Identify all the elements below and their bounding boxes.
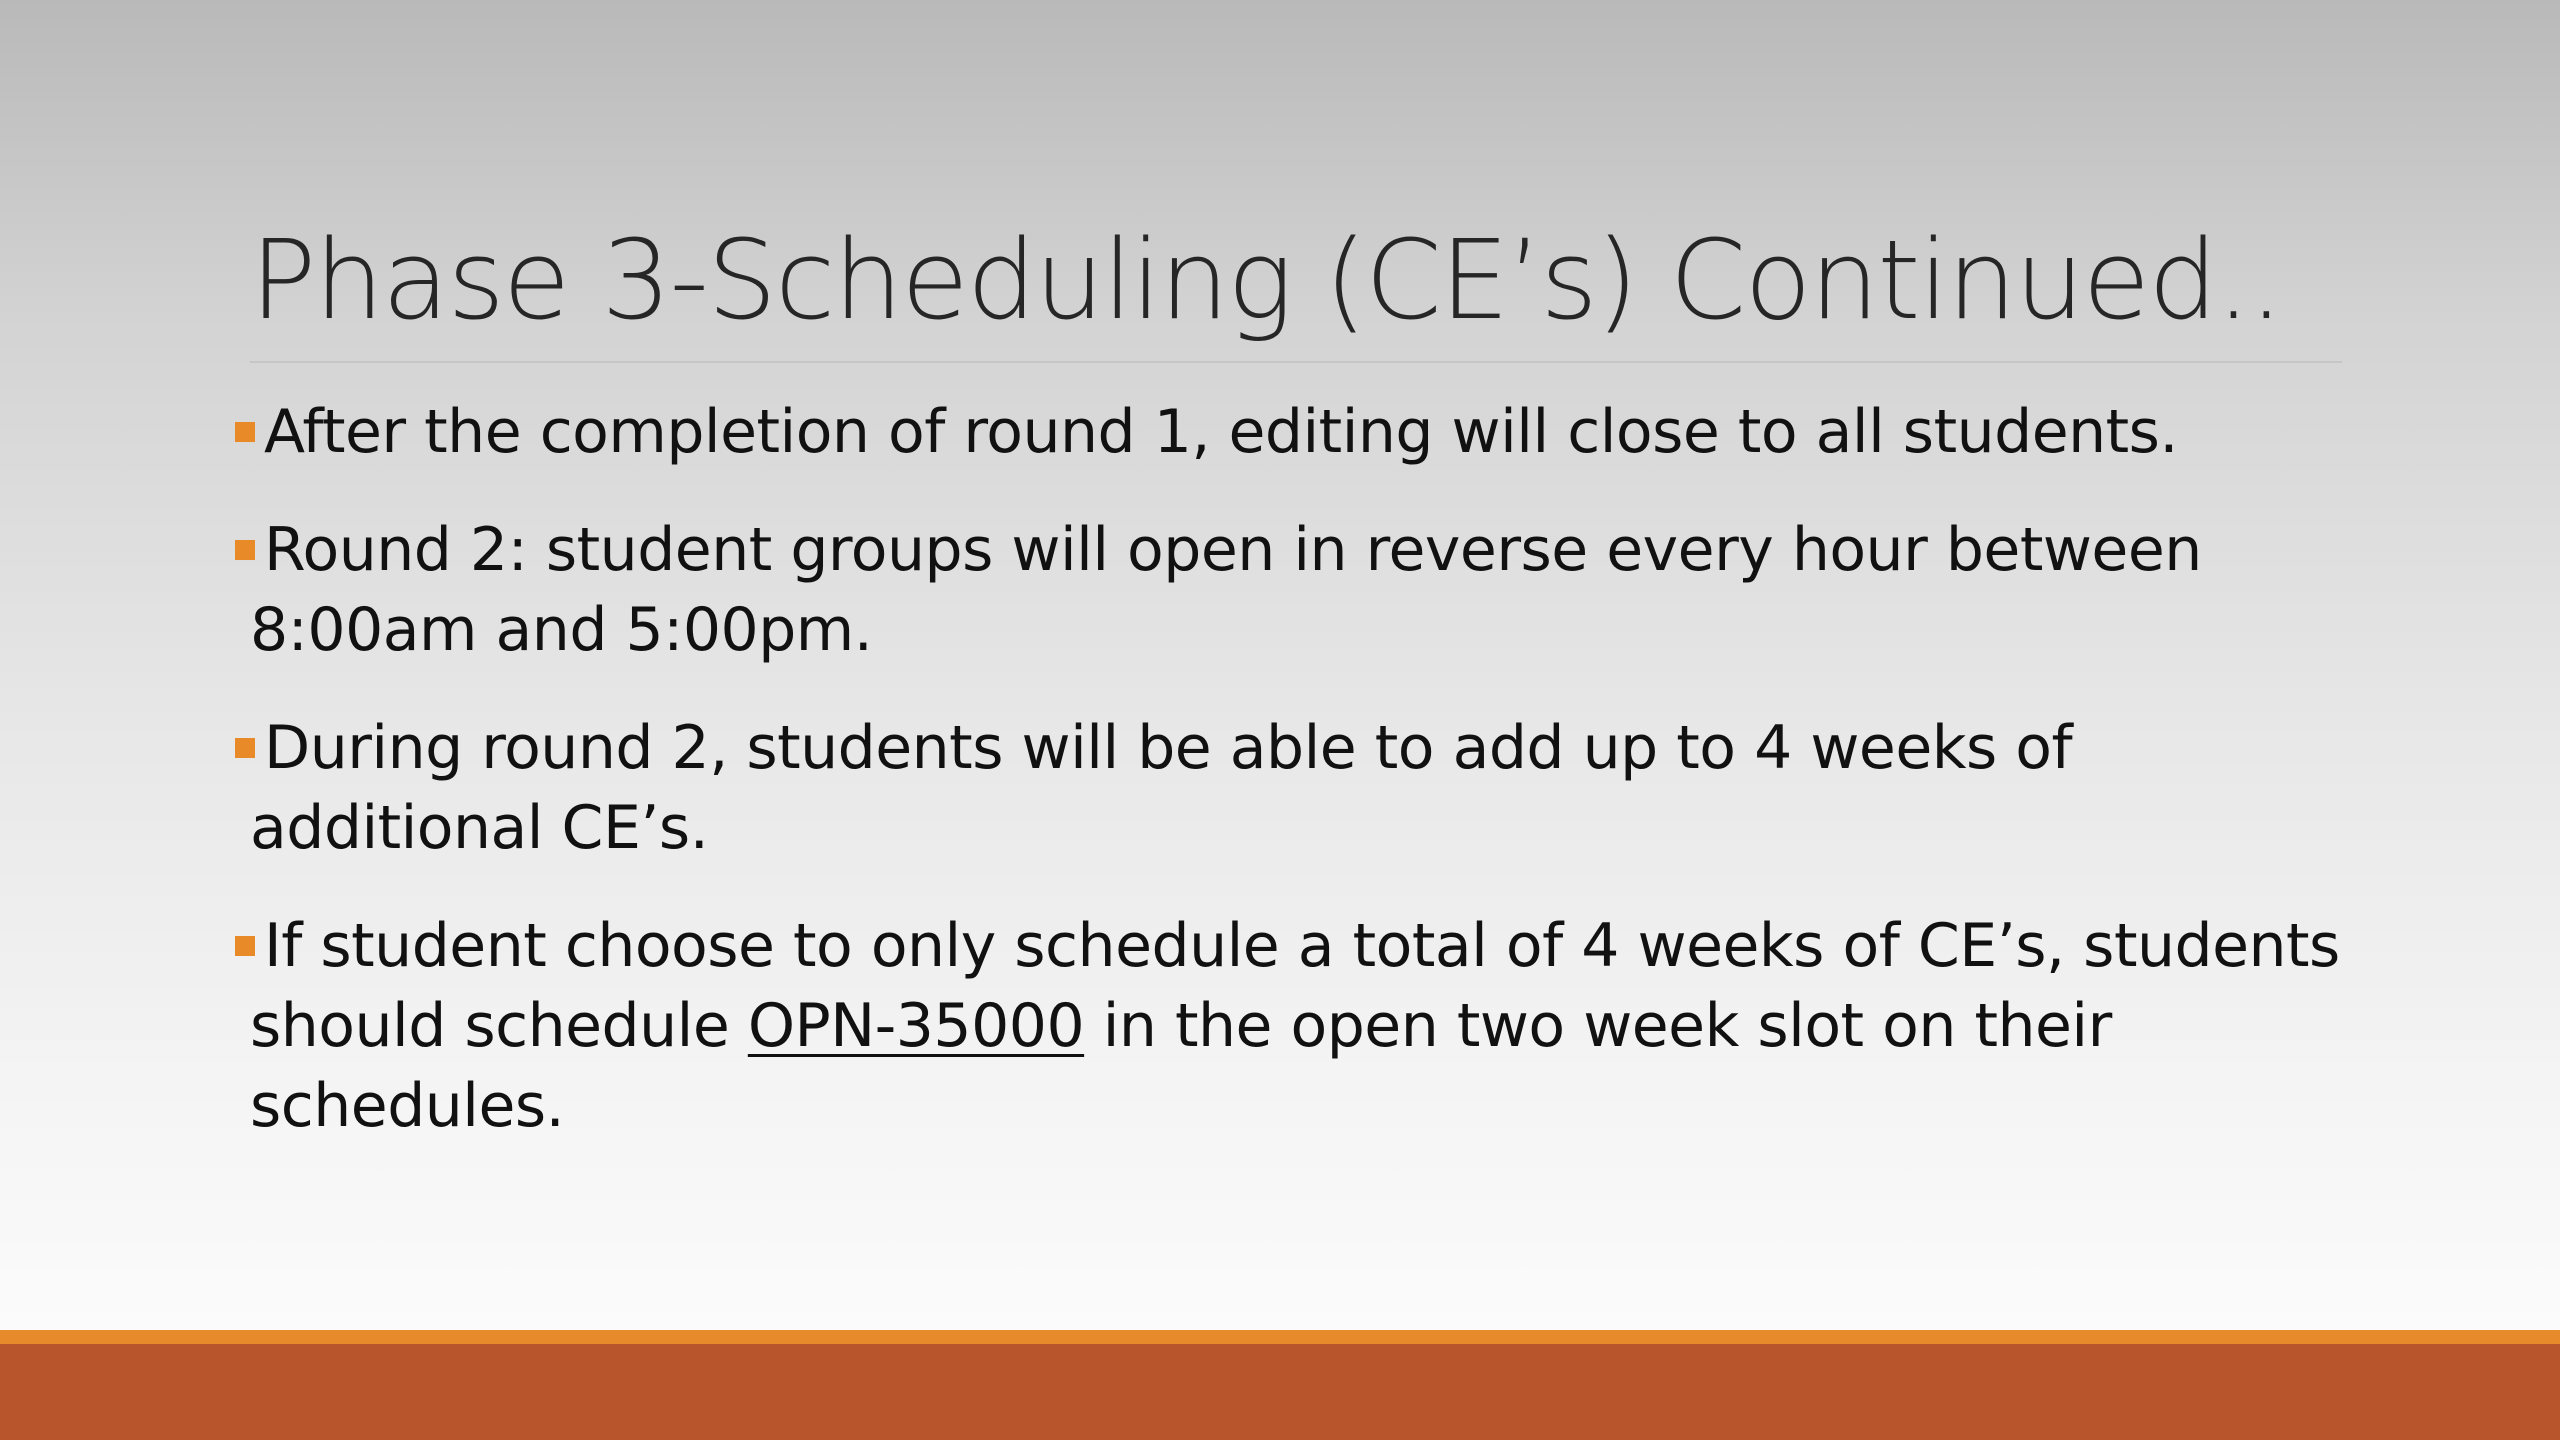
square-bullet-icon [235, 936, 255, 956]
bullet-item-2 [250, 510, 2340, 670]
bullet-text-before-link: If student choose to only schedule a total of 4 weeks of CE’s, students should schedule [250, 911, 2340, 1061]
square-bullet-icon [235, 422, 255, 442]
bullet-text-after-link: in the open two week slot on their schedules. [250, 991, 2112, 1141]
footer-accent-stripe [0, 1330, 2560, 1344]
square-bullet-icon [235, 540, 255, 560]
bullet-text [250, 906, 2340, 1146]
bullet-item-4 [250, 906, 2340, 1146]
bullet-list [250, 392, 2340, 1184]
footer-band [0, 1344, 2560, 1440]
slide-title: Phase 3-Scheduling (CE’s) Continued.. [250, 216, 2282, 344]
bullet-text: During round 2, students will be able to add up to 4 weeks of additional CE’s. [250, 713, 2073, 863]
bullet-item-1 [250, 392, 2340, 472]
course-code-link[interactable]: OPN-35000 [747, 991, 1085, 1061]
title-divider [250, 361, 2342, 363]
bullet-item-3 [250, 708, 2340, 868]
square-bullet-icon [235, 738, 255, 758]
bullet-text: Round 2: student groups will open in reverse every hour between 8:00am and 5:00pm. [250, 515, 2202, 665]
bullet-text: After the completion of round 1, editing will close to all students. [264, 397, 2179, 467]
